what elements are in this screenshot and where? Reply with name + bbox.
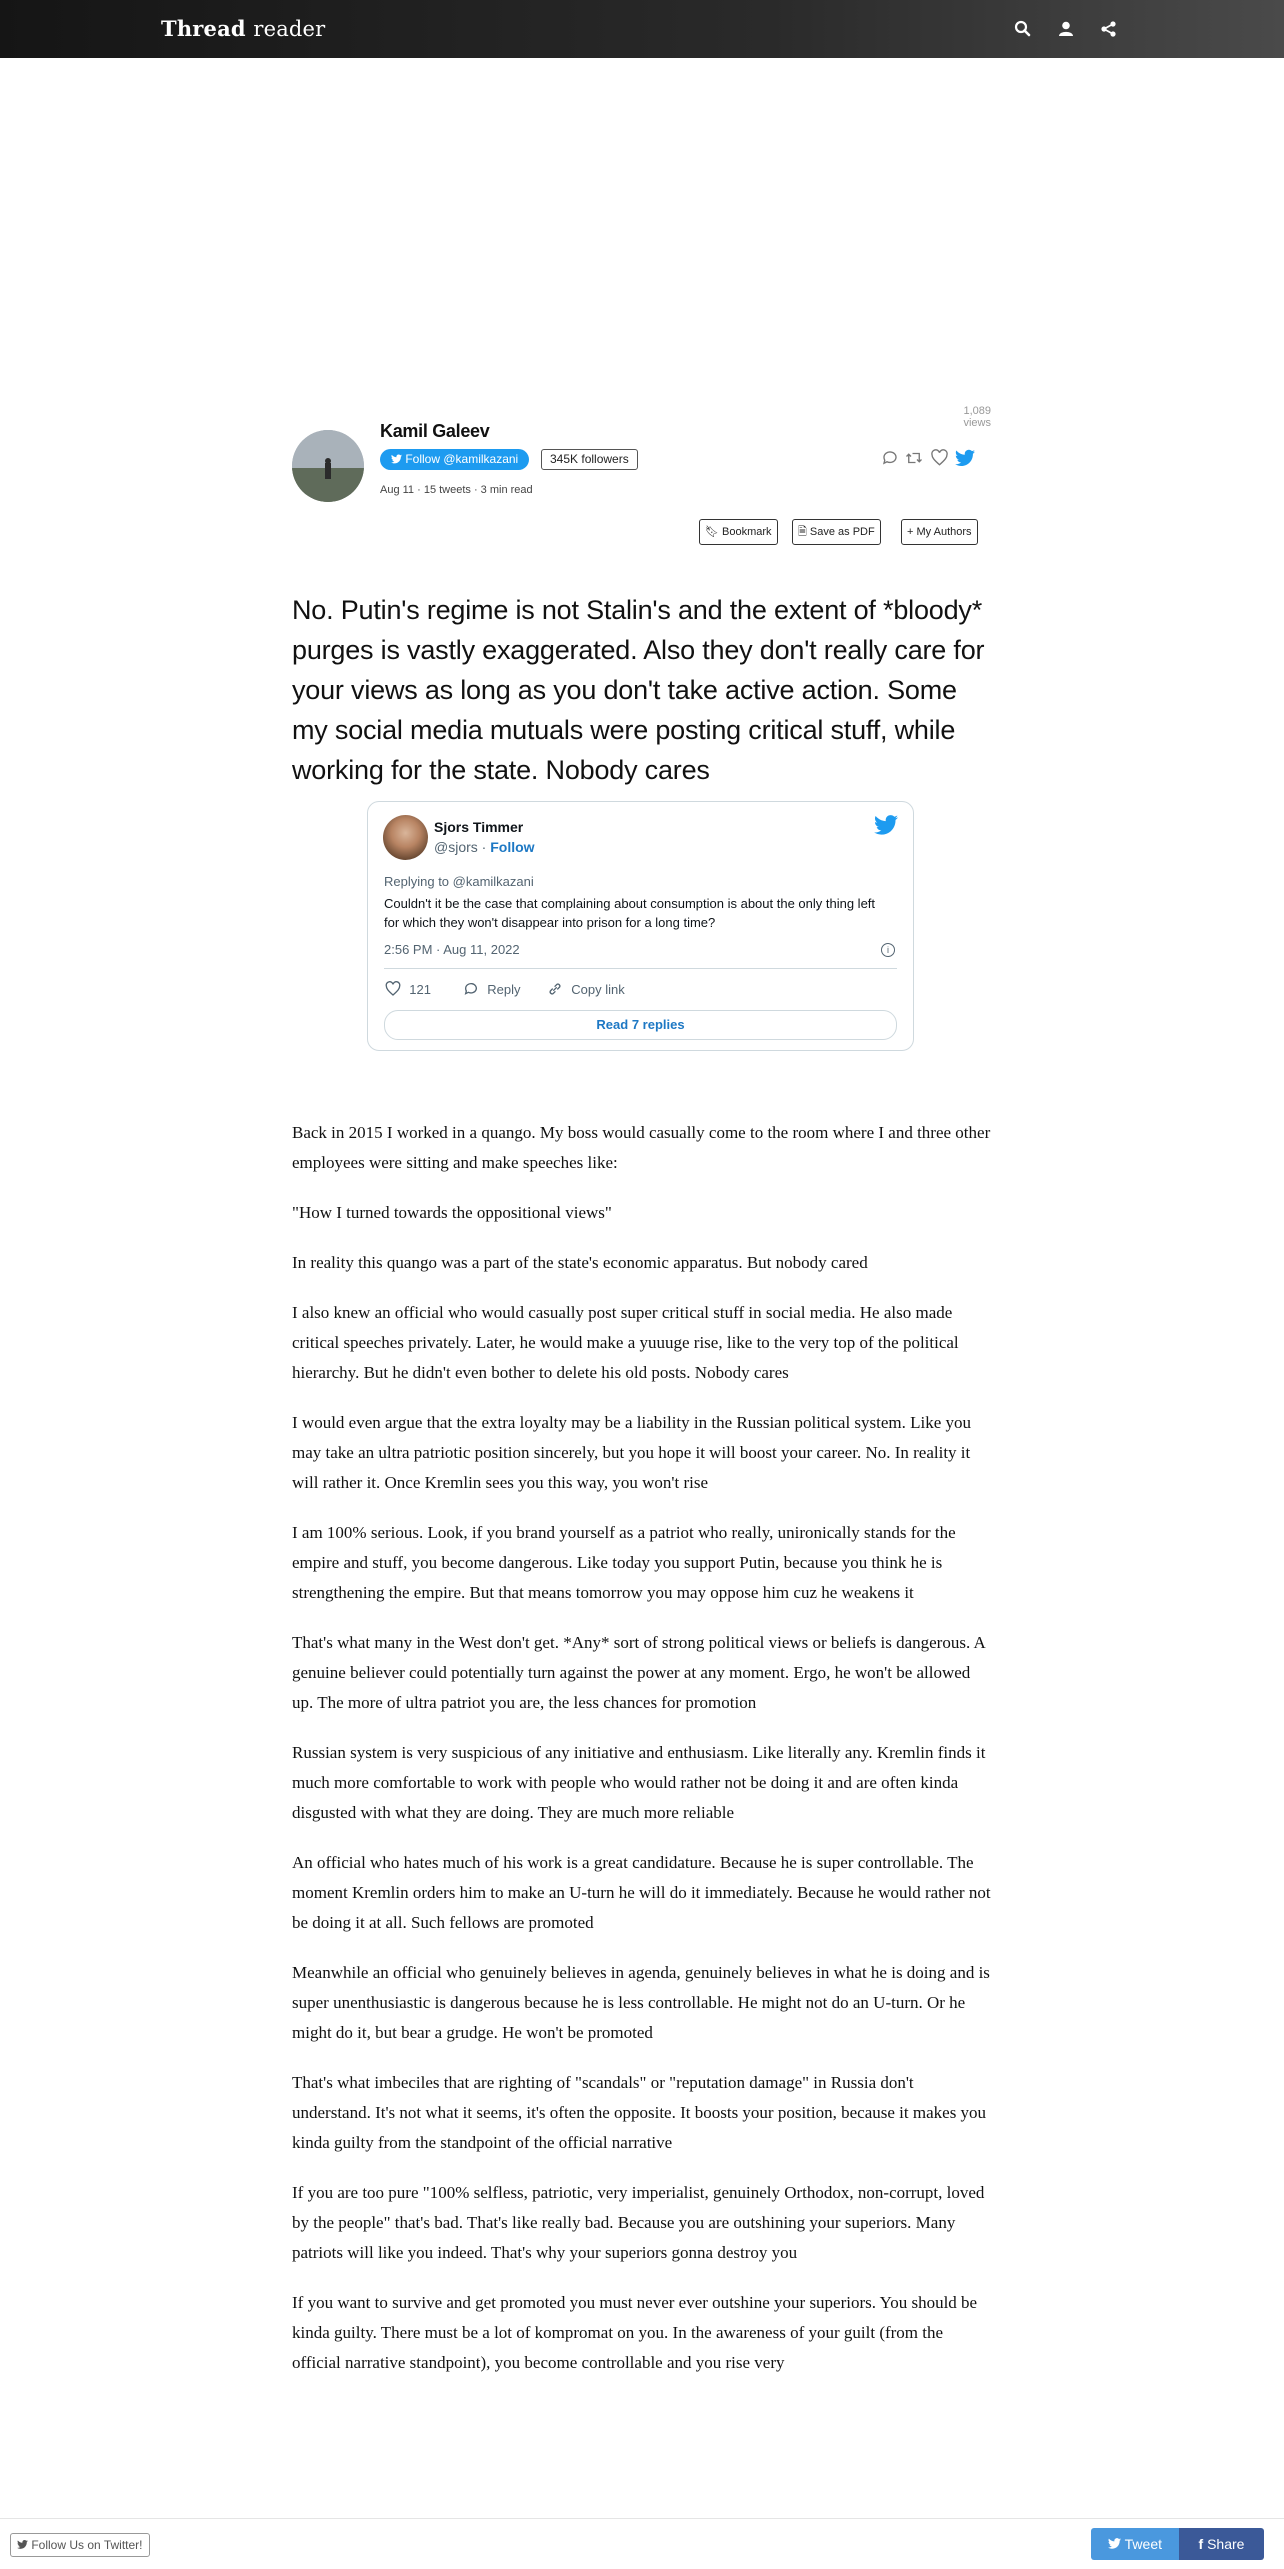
reply-icon [462, 981, 480, 997]
embed-divider [384, 968, 897, 969]
embed-follow-link[interactable]: Follow [490, 839, 535, 855]
embed-like-count: 121 [409, 982, 431, 997]
thread-paragraph: I also knew an official who would casually post super critical stuff in social media. He also made critical speeches privately. Later, he would make a yuuuge rise, like to the very top of the political hierarchy. But he didn't even bother to delete his old posts. Nobody cares [292, 1303, 959, 1382]
heart-icon [384, 981, 402, 997]
follow-author-button[interactable] [380, 449, 529, 470]
bookmark-label: Bookmark [722, 526, 772, 538]
thread-paragraph: If you are too pure "100% selfless, patriotic, very imperialist, genuinely Orthodox, non-corrupt, loved by the people" that's bad. That's like really bad. Because you are outshining your superiors. Many patriots will like you indeed. That's why your superiors gonna destroy you [292, 2183, 985, 2262]
twitter-bird-icon [391, 454, 402, 464]
info-icon[interactable]: i [881, 943, 895, 957]
plus-icon: + [907, 526, 914, 538]
thread-paragraph: That's what many in the West don't get. *Any* sort of strong political views or beliefs is dangerous. A genuine believer could potentially turn against the power at any moment. Ergo, he won't be allowed up. The more of ultra patriot you are, the less chances for promotion [292, 1633, 985, 1712]
followers-count: 345K followers [541, 449, 638, 470]
thread-paragraph: Russian system is very suspicious of any initiative and enthusiasm. Like literally any. Kremlin finds it much more comfortable to work with people who would rather not be doing it and are often kinda disgusted with what they are doing. They are much more reliable [292, 1743, 986, 1822]
share-icon[interactable] [1099, 19, 1119, 39]
twitter-icon [17, 2540, 28, 2549]
tweet-label: Tweet [1124, 2536, 1162, 2552]
read-replies-button[interactable]: Read 7 replies [384, 1010, 897, 1040]
brand-bold: Thread [161, 16, 246, 41]
my-authors-button[interactable] [901, 519, 978, 545]
twitter-icon[interactable] [955, 449, 975, 467]
embed-handle-text: @sjors [434, 839, 478, 855]
share-label: Share [1207, 2536, 1245, 2552]
avatar-photo [292, 430, 364, 502]
thread-body [292, 1118, 992, 2398]
link-icon [546, 981, 564, 997]
facebook-icon: f [1198, 2536, 1204, 2552]
follow-us-label: Follow Us on Twitter! [31, 2538, 143, 2552]
bookmark-icon: 🔖︎ [705, 526, 719, 538]
embed-copy-link-label: Copy link [571, 982, 625, 997]
embed-replying-to: Replying to @kamilkazani [384, 874, 534, 889]
embedded-tweet[interactable] [367, 801, 914, 1051]
retweet-icon[interactable] [904, 449, 924, 467]
embed-reply-action[interactable] [462, 981, 520, 997]
thread-paragraph: "How I turned towards the oppositional views" [292, 1203, 612, 1222]
my-authors-label: My Authors [916, 526, 972, 538]
ad-placeholder [0, 58, 1284, 398]
author-avatar[interactable] [292, 430, 364, 502]
embed-author-name[interactable]: Sjors Timmer [434, 819, 524, 835]
thread-meta: Aug 11 · 15 tweets · 3 min read [380, 484, 533, 496]
thread-paragraph: If you want to survive and get promoted you must never ever outshine your superiors. You should be kinda guilty. There must be a lot of kompromat on you. In the awareness of your guilt (from the official narrative standpoint), you become controllable and you rise very [292, 2293, 978, 2372]
embed-copy-link-action[interactable] [546, 981, 625, 997]
save-pdf-label: Save as PDF [809, 526, 875, 538]
thread-paragraph: Back in 2015 I worked in a quango. My boss would casually come to the room where I and three other employees were sitting and make speeches like: [292, 1123, 991, 1172]
thread-paragraph: I am 100% serious. Look, if you brand yourself as a patriot who really, unironically stands for the empire and stuff, you become dangerous. Like today you support Putin, because you think he is strengthening the empire. But that means tomorrow you may oppose him cuz he weakens it [292, 1523, 956, 1602]
views-count: 1,089 views [963, 405, 991, 429]
bookmark-button[interactable] [699, 519, 778, 545]
thread-paragraph: That's what imbeciles that are righting of "scandals" or "reputation damage" in Russia don't understand. It's not what it seems, it's often the opposite. It boosts your position, because it makes you kinda guilty from the standpoint of the official narrative [292, 2073, 987, 2152]
twitter-icon[interactable] [874, 815, 898, 835]
thread-paragraph: Meanwhile an official who genuinely believes in agenda, genuinely believes in what he is doing and is super unenthusiastic is dangerous because he is less controllable. He might not do an U-turn. Or he might do it, but bear a grudge. He won't be promoted [292, 1963, 990, 2042]
follow-us-button[interactable] [10, 2533, 150, 2557]
lead-tweet-text: No. Putin's regime is not Stalin's and the extent of *bloody* purges is vastly exaggerated. Also they don't really care for your views as long as you don't take active action. Some my social media mutuals were posting critical stuff, while working for the state. Nobody cares [292, 595, 985, 785]
embed-author-handle: @sjors · Follow [434, 839, 535, 855]
embed-like-stat[interactable] [384, 981, 431, 997]
embed-reply-label: Reply [487, 982, 521, 997]
thread-paragraph: I would even argue that the extra loyalty may be a liability in the Russian political system. Like you may take an ultra patriotic position sincerely, but you hope it will boost your career. No. In reality it will rather it. Once Kremlin sees you this way, you won't rise [292, 1413, 972, 1492]
author-name[interactable]: Kamil Galeev [380, 421, 490, 441]
save-pdf-button[interactable] [792, 519, 881, 545]
search-icon[interactable] [1013, 19, 1033, 39]
user-icon[interactable] [1056, 19, 1076, 39]
site-logo[interactable] [161, 16, 325, 41]
embed-author-avatar[interactable] [383, 815, 428, 860]
tweet-share-button[interactable] [1091, 2528, 1179, 2560]
file-icon: 🗎 [798, 526, 807, 538]
like-icon[interactable] [930, 449, 949, 467]
twitter-icon [1108, 2538, 1121, 2549]
embed-timestamp[interactable]: 2:56 PM · Aug 11, 2022 [384, 942, 520, 957]
thread-paragraph: In reality this quango was a part of the state's economic apparatus. But nobody cared [292, 1253, 868, 1272]
facebook-share-button[interactable] [1179, 2528, 1264, 2560]
brand-light: reader [253, 17, 326, 41]
reply-icon[interactable] [881, 449, 899, 467]
top-navbar [0, 0, 1284, 58]
bottom-share-bar [0, 2518, 1284, 2569]
embed-tweet-text: Couldn't it be the case that complaining about consumption is about the only thing left for which they won't disappear into prison for a long time? [384, 896, 876, 930]
follow-author-label: Follow @kamilkazani [405, 452, 519, 466]
thread-paragraph: An official who hates much of his work is a great candidature. Because he is super controllable. The moment Kremlin orders him to make an U-turn he will do it immediately. Because he would rather not be doing it at all. Such fellows are promoted [292, 1853, 991, 1932]
